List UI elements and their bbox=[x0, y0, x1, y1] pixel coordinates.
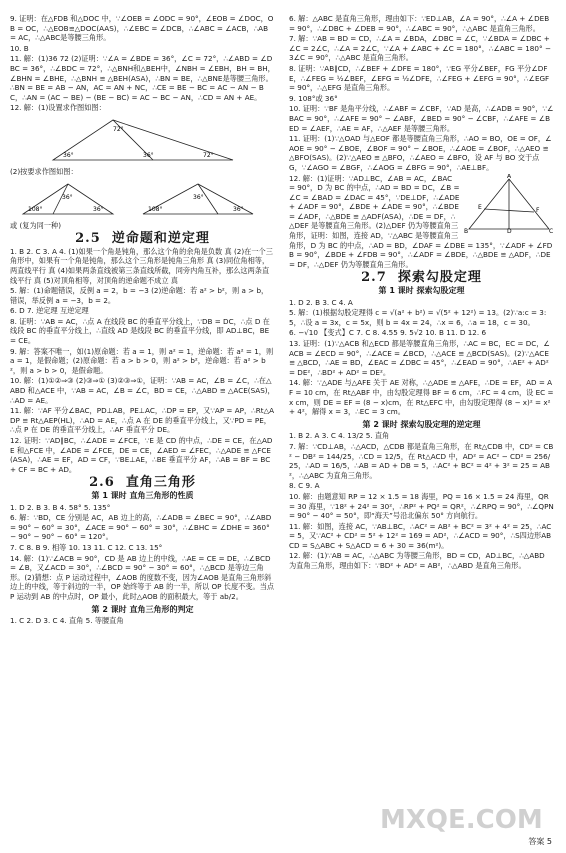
svg-text:36°: 36° bbox=[192, 193, 204, 201]
answer-item: 12. 解：(1)∵AB = AC，∴△ABC 为等腰三角形，BD = CD，AD⊥BC，∴△ABD 为直角三角形，理由如下：∵BD² + AD² = AB²，∴△ABD 是直角三角形。 bbox=[289, 551, 545, 571]
triangle-figure-1 bbox=[43, 115, 243, 165]
answer-item: 7. 解：∵CD⊥AB，∴△ACD，△CDB 都是直角三角形，在 Rt△CDB 中，CD² = CB² − DB² = 144/25，∴CD = 12/5，在 Rt△ACD 中，AD² = AC² − CD² = 256/25，∴AD = 16/5，∴AB = AD + DB = 5，∴AC² + BC² = 4² + 3² = 25 = AB²，∴△ABC 为直角三角形。 bbox=[289, 441, 554, 480]
answer-item: 1. B 2. A 3. C 4. 13/2 5. 直角 bbox=[289, 431, 390, 441]
answer-item: 6. D 7. 逆定理 互逆定理 bbox=[10, 306, 89, 316]
lesson-heading-2: 第 2 课时 直角三角形的判定 bbox=[91, 604, 194, 614]
answer-item: 8. C 9. A bbox=[289, 481, 320, 491]
answer-item: 14. 解：∵△ADE 与△AFE 关于 AE 对称，∴△ADE ≌ △AFE，∴DE = EF，AD = AF = 10 cm，在 Rt△ABF 中，由勾股定理得 BF = 6 cm，∴FC = 4 cm，设 EC = x cm，则 DE = EF = (8 − x)cm，在 Rt△EFC 中，由勾股定理得 (8 − x)² = x² + 4²，解得 x = 3，∴EC = 3 cm。 bbox=[289, 378, 554, 417]
answer-item: 13. 证明：(1)∵△ACB 和△ECD 都是等腰直角三角形，∴AC = BC，EC = DC，∠ACB = ∠ECD = 90°，∴∠ACE = ∠BCD，∴△ACE ≌ △BCD(SAS)。(2)∵△ACE ≌ △BCD，∴AE = BD，∠EAC = ∠DBC = 45°，∴∠EAD = 90°，∴AE² + AD² = DE²，∴BD² + AD² = DE²。 bbox=[289, 339, 550, 377]
answer-item: 10. 解：(1)①②⇒③ (2)③⇒① (3)②③⇒①，证明：∵AB = AC，∠B = ∠C，∴在△ABD 和△ACE 中，∵AB = AC，∠B = ∠C，BD = CE，∴△ABD ≌ △ACE(SAS)，∴AD = AE。 bbox=[10, 376, 275, 405]
triangle-figure-3 bbox=[464, 174, 554, 234]
answer-item: 6. 解：△ABC 是直角三角形，理由如下：∵ED⊥AB，∠A = 90°，∴∠A + ∠DEB = 90°，∴∠DBC + ∠DEB = 90°，∴∠ABC = 90°，∴△ABC 是直角三角形。 bbox=[289, 14, 550, 33]
left-column bbox=[10, 14, 275, 627]
answer-item: 6. −√10 【变式】C 7. C 8. 4.55 9. 5√2 10. B 11. D 12. 6 bbox=[289, 328, 487, 338]
answer-item: 11. 解：(1)36 72 (2)证明：∵∠A = ∠BDE = 36°，∠C = 72°，∴∠ABD = ∠DBC = 36°，∴∠BDC = 72°，∴△BNH和△BEH中，∠NBH = ∠EBH，BH = BH，∠BHN = ∠BHE，∴△BNH ≌ △BEH(ASA)，∴BN = BE，∴△BNE是等腰三角形。∴BN = BE = AB − AN，AC = AN + NC，∴CE = BE − BC = AC − AN − BC，∴AN = (AC − BE) − (BE − BC) = AC − BC − AN，∴CD = AN + AE。 bbox=[10, 54, 275, 102]
page-number: 答案 5 bbox=[528, 837, 552, 846]
answer-item: 11. 解：∵AF 平分∠BAC，PD⊥AB，PE⊥AC，∴DP = EP，又∵AP = AP，∴Rt△ADP ≌ Rt△AEP(HL)，∴AD = AE，∴点 A 在 DE 的垂直平分线上，又∵PD = PE，∴点 P 在 DE 的垂直平分线上，∴AF 垂直平分 DE。 bbox=[10, 406, 275, 435]
answer-item: 8. 证明：∵AB = AC，∴点 A 在线段 BC 的垂直平分线上，∵DB = DC，∴点 D 在线段 BC 的垂直平分线上，∴直线 AD 是线段 BC 的垂直平分线，即 AD⊥BC，BE = CE。 bbox=[10, 316, 270, 346]
answer-item: 或 (复为同一种) bbox=[10, 220, 62, 230]
answer-item: 14. 解：(1)∵∠ACB = 90°，CD 是 AB 边上的中线，∴AE = CE = DE，∴∠BCD = ∠B，又∠ACD = 30°，∴∠BCD = 90° − 30° = 60°，∴△BCD 是等边三角形。(2)猜想：点 P 运动过程中，∠AOB 的度数不变，因为∠AOB 是直角三角形斜边上的中线，等于斜边的一半，OP 始终等于 AB 的一半，所以 OP 长度不变。当点 P 运动到 AB 的中点时，OP 最小，此时△AOB 的面积最大，等于 ab/2。 bbox=[10, 553, 275, 601]
answer-item: 10. B bbox=[10, 43, 29, 53]
svg-text:72°: 72° bbox=[112, 125, 124, 133]
section-heading-2-5: 2.5 逆命题和逆定理 bbox=[75, 231, 210, 247]
section-heading-2-6: 2.6 直角三角形 bbox=[89, 475, 196, 491]
right-column bbox=[289, 14, 554, 572]
answer-item: 7. 解：∵AB = BD = CD，∴∠A = ∠BDA，∠DBC = ∠C，∵∠BDA = ∠DBC + ∠C = 2∠C，∴∠A = 2∠C，∵∠A + ∠ABC + ∠C = 180°，∴∠ABC = 180° − 3∠C = 90°，∴△ABC 是直角三角形。 bbox=[289, 34, 551, 63]
answer-item: 10. 证明：∵BF 是角平分线，∴∠ABF = ∠CBF，∵AD 是高，∴∠ADB = 90°，∵∠BAC = 90°，∴∠AFE = 90° − ∠ABF，∠BED = 90° − ∠CBF，∴∠AFE = ∠BED = ∠AEF，∴AE = AF，∴△AEF 是等腰三角形。 bbox=[289, 104, 554, 133]
answer-item: 10. 解：由题意知 RP = 12 × 1.5 = 18 海里，PQ = 16 × 1.5 = 24 海里，QR = 30 海里，∵18² + 24² = 30²，∴RP² + PQ² = QR²，∴∠RPQ = 90°，∴∠QPN = 90° − 40° = 50°，即“海天”号沿北偏东 50° 方向航行。 bbox=[289, 491, 554, 521]
lesson-heading-1: 第 1 课时 直角三角形的性质 bbox=[91, 490, 194, 500]
answer-item: 6. 解：∵BD，CE 分别是 AC，AB 边上的高，∴∠ADB = ∠BEC = 90°，∴∠ABD = 90° − 60° = 30°，∠ACE = 90° − 60° = 30°，∴∠BHC = ∠DHE = 360° − 90° − 90° − 60° = 120°。 bbox=[10, 513, 272, 542]
answer-item: 9. 解：答案不唯一，如(1)原命题：若 a = 1，则 a² = 1，逆命题：若 a² = 1，则 a = 1，是假命题；(2)原命题：若 a > b > 0，则 a² > b²，逆命题：若 a² > b²，则 a > b > 0，是假命题。 bbox=[10, 346, 274, 375]
answer-item: 11. 证明：(1)∵△OAD 与△EOF 都是等腰直角三角形，∴AO = BO，OE = OF，∠AOE = 90° − ∠BOE，∠BOF = 90° − ∠BOE，∴∠AOE = ∠BOF，∴△AEO ≌ △BFO(SAS)。(2)∵△AEO ≌ △BFO，∴∠AEO = ∠BFO，设 AF 与 BO 交于点 G，∵∠AGO = ∠BGF，∴∠AOG = ∠BFG = 90°，∴AE⊥BF。 bbox=[289, 134, 552, 172]
svg-text:36°: 36° bbox=[62, 151, 74, 159]
answer-item: 9. 证明：在△FDB 和△DOC 中，∵∠OEB = ∠ODC = 90°，∠EOB = ∠DOC，OB = OC，∴△EOB≌△DOC(AAS)，∴∠EBC = ∠DCB，∴∠ABC = ∠ACB，∴AB = AC，∴△ABC是等腰三角形。 bbox=[10, 14, 274, 43]
svg-text:A: A bbox=[507, 173, 512, 180]
svg-text:72°: 72° bbox=[202, 151, 214, 159]
svg-text:F: F bbox=[536, 206, 540, 214]
answer-item: 1. B 2. C 3. A 4. (1)如果一个角是钝角，那么这个角的余角是负数 真 (2)在一个三角形中，如果有一个角是钝角，那么这个三角形是钝角三角形 真 (3)同位角相等，两直线平行 真 (4)如果两条直线被第三条直线所截，同旁内角互补，那么这两条直线平行 真 (5)对顶角相等，对顶角的逆命题不成立 真 bbox=[10, 246, 273, 285]
answer-item: 12. 证明：∵AD∥BC，∴∠ADE = ∠FCE，∵E 是 CD 的中点，∴DE = CE，在△ADE 和△FCE 中，∠ADE = ∠FCE，DE = CE，∠AED = ∠FEC，∴△ADE ≌ △FCE(ASA)，∴AE = EF，AD = CF，∵BE⊥AE，∴BE 垂直平分 AF，∴AB = BF = BC + CF = BC + AD。 bbox=[10, 436, 273, 474]
answer-item: 11. 解：如图，连接 AC，∵AB⊥BC，∴AC² = AB² + BC² = 3² + 4² = 25，∴AC = 5，又∵AC² + CD² = 5² + 12² = 169 = AD²，∴∠ACD = 90°，∴S四边形ABCD = S△ABC + S△ACD = 6 + 30 = 36(m²)。 bbox=[289, 521, 552, 550]
answer-item: (2)按要求作图如图： bbox=[10, 166, 78, 176]
watermark: MXQE.COM bbox=[380, 805, 543, 835]
section-heading-2-7: 2.7 探索勾股定理 bbox=[361, 270, 482, 286]
answer-item: 12. 解：(1)证明：∵AD⊥BC，∠AB = AC，∠BAC = 90°，D 为 BC 的中点，∴AD = BD = DC，∠B = ∠C = ∠BAD = ∠DAC = 45°，∵DE⊥DF，∴∠ADE + ∠ADF = 90°，∠BDE + ∠ADE = 90°，∴∠BDE = ∠ADF，∴△BDE ≌ △ADF(ASA)，∴DE = DF，∴△DEF 是等腰直角三角形。(2)△DEF 仍为等腰直角三角形，证明：如图，连接 AD，∵△ABC 是等腰直角三角形，D 为 BC 的中点，∴AD = BD，∠DAF = ∠DBE = 135°，∵∠ADF + ∠FDB = 90°，∠BDE + ∠FDB = 90°，∴∠ADF = ∠BDE，∴△BDE ≌ △ADF，∴DE = DF，∴△DEF 仍为等腰直角三角形。 bbox=[289, 173, 553, 269]
svg-text:108°: 108° bbox=[27, 205, 42, 213]
triangle-figure-2 bbox=[18, 179, 268, 219]
svg-text:D: D bbox=[507, 227, 512, 234]
svg-text:108°: 108° bbox=[147, 205, 162, 213]
svg-text:36°: 36° bbox=[61, 193, 73, 201]
answer-item: 5. 解：(1)根据勾股定理得 c = √(a² + b²) = √(5² + 12²) = 13。(2)∵a:c = 3:5，∴设 a = 3x，c = 5x，则 b = 4x = 24，∴x = 6，∴a = 18，c = 30。 bbox=[289, 308, 547, 327]
answer-item: 5. 解：(1)命题错误，反例 a = 2，b = −3 (2)逆命题：若 a² > b²，则 a > b，错误，举反例 a = −3，b = 2。 bbox=[10, 286, 269, 305]
answer-item: 9. 108°或 36° bbox=[289, 93, 338, 103]
svg-text:36°: 36° bbox=[92, 205, 104, 213]
svg-text:36°: 36° bbox=[232, 205, 244, 213]
lesson-heading-2: 第 2 课时 探索勾股定理的逆定理 bbox=[362, 419, 481, 429]
svg-text:B: B bbox=[464, 227, 469, 234]
lesson-heading-1: 第 1 课时 探索勾股定理 bbox=[378, 286, 465, 296]
answer-item: 12. 解：(1)设置求作图如图： bbox=[10, 103, 106, 113]
answer-item: 1. D 2. B 3. B 4. 58° 5. 135° bbox=[10, 502, 111, 512]
answer-item: 7. C 8. B 9. 相等 10. 13 11. C 12. C 13. 15° bbox=[10, 542, 163, 552]
svg-text:E: E bbox=[478, 203, 482, 211]
answer-item: 1. D 2. B 3. C 4. A bbox=[289, 297, 353, 307]
svg-text:36°: 36° bbox=[142, 151, 154, 159]
answer-item: 1. C 2. D 3. C 4. 直角 5. 等腰直角 bbox=[10, 616, 124, 626]
svg-text:C: C bbox=[549, 227, 554, 234]
answer-item: 8. 证明：∵AB∥CD，∴∠BEF + ∠DFE = 180°，∵EG 平分∠BEF，FG 平分∠DFE，∴∠FEG = ½∠BEF，∠EFG = ½∠DFE，∴∠FEG + ∠EFG = 90°，∴∠EGF = 90°，∴△EFG 是直角三角形。 bbox=[289, 63, 550, 93]
